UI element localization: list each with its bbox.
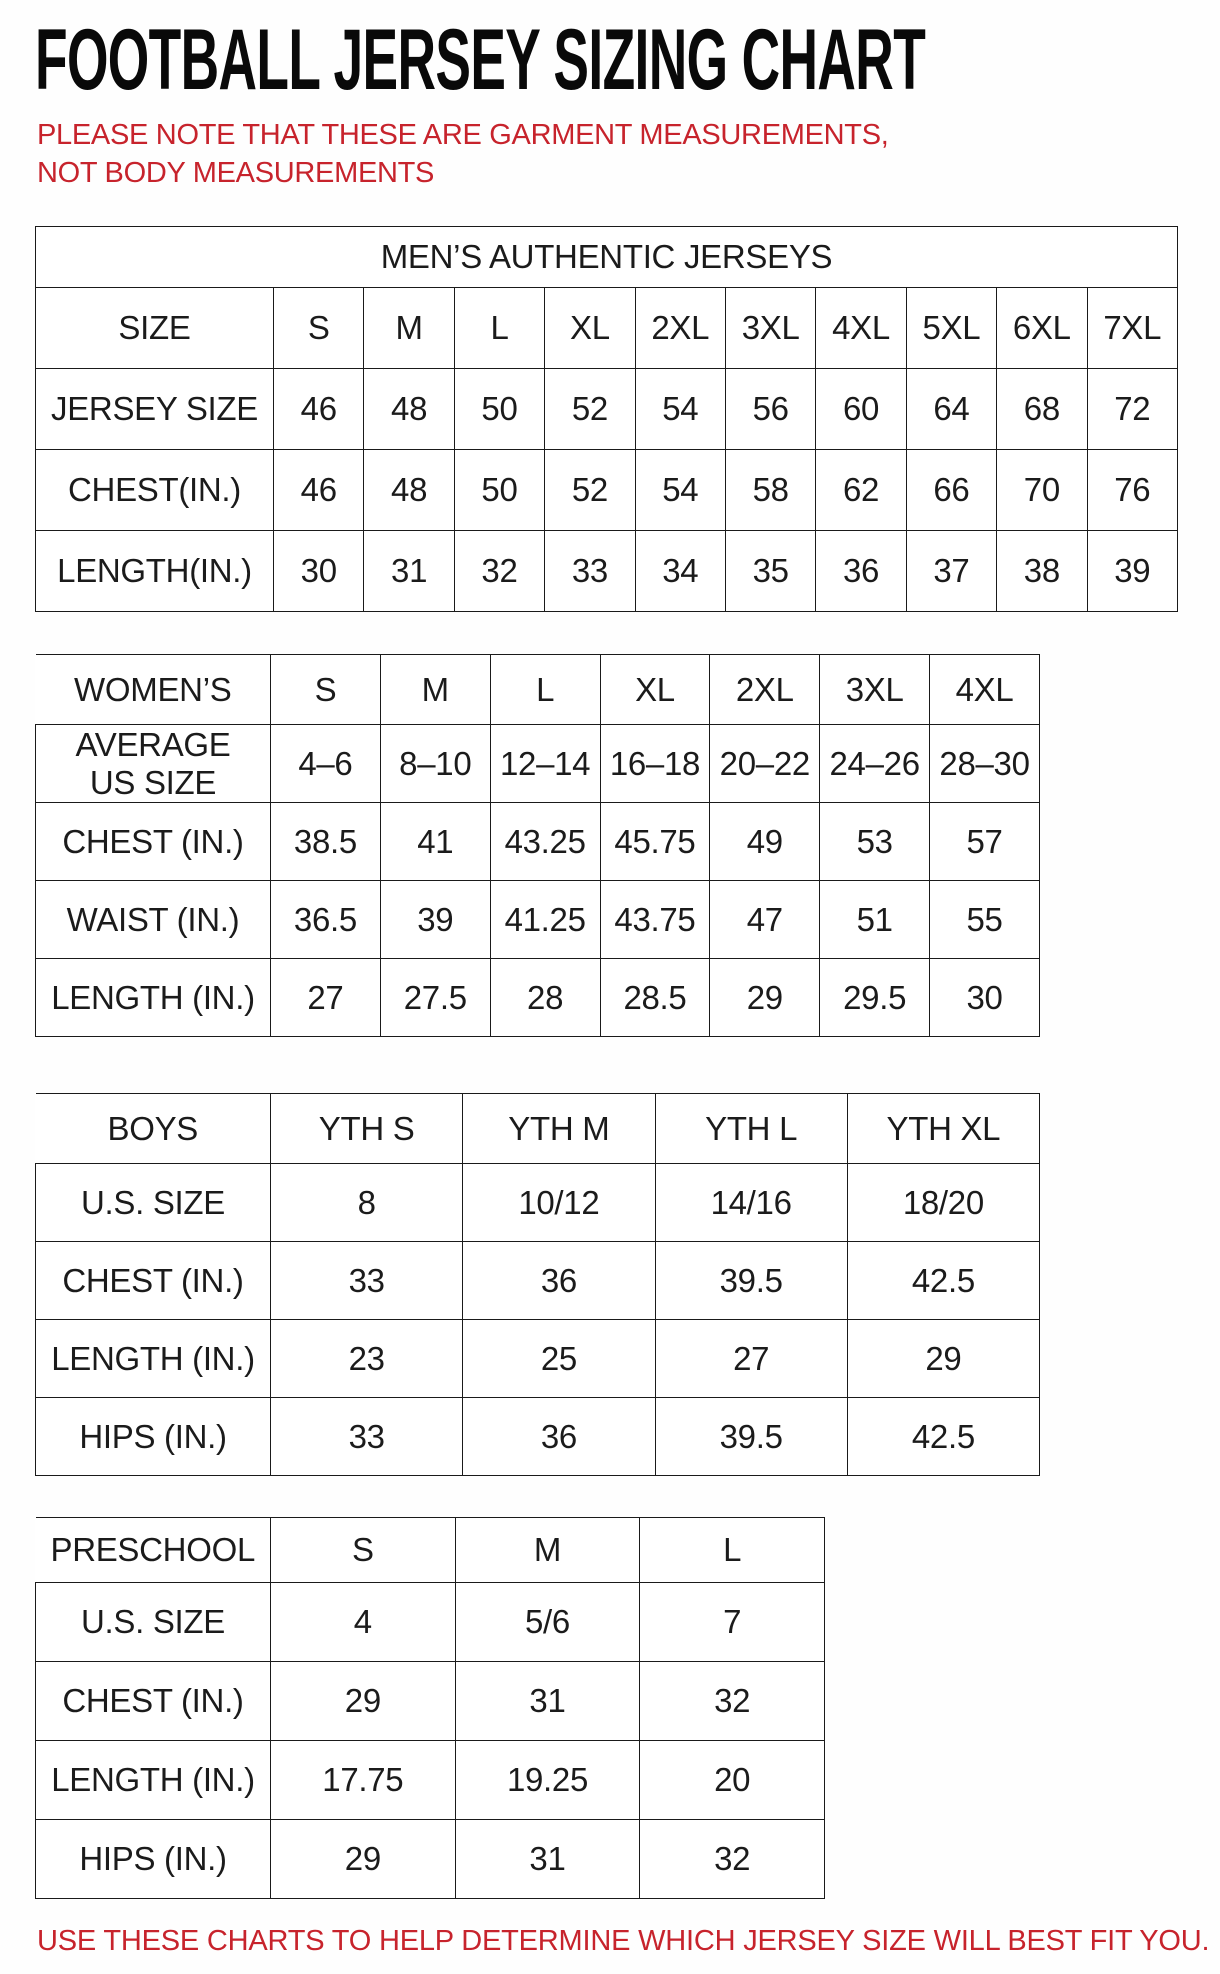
value-cell: 54 [635,450,725,531]
table-row [36,881,1040,959]
table-row [36,1583,825,1662]
value-cell: 5/6 [455,1583,640,1662]
row-label: U.S. SIZE [36,1164,271,1242]
value-cell: 52 [545,369,635,450]
value-cell: 56 [725,369,815,450]
mens-banner: MEN’S AUTHENTIC JERSEYS [36,227,1178,288]
value-cell: 20 [640,1741,825,1820]
garment-measurements-note: PLEASE NOTE THAT THESE ARE GARMENT MEASUREMENTS, NOT BODY MEASUREMENTS [37,119,889,189]
value-cell: 29 [271,1662,456,1741]
row-label: WAIST (IN.) [36,881,271,959]
value-cell: 60 [816,369,906,450]
value-cell: 76 [1087,450,1177,531]
value-cell: 70 [997,450,1087,531]
boys-header-row [36,1094,1040,1164]
boys-table [35,1093,1040,1476]
value-cell: 33 [545,531,635,612]
table-row [36,288,1178,369]
table-row [36,450,1178,531]
value-cell: 24–26 [820,725,930,803]
value-cell: 10/12 [463,1164,655,1242]
preschool-header-cell: L [640,1518,825,1583]
value-cell: 28–30 [930,725,1040,803]
value-cell: 29.5 [820,959,930,1037]
value-cell: XL [545,288,635,369]
value-cell: 4XL [816,288,906,369]
value-cell: 58 [725,450,815,531]
table-row [36,1820,825,1899]
preschool-sizing-table [35,1517,1220,1899]
value-cell: 16–18 [600,725,710,803]
value-cell: 29 [271,1820,456,1899]
value-cell: 46 [274,450,364,531]
value-cell: 53 [820,803,930,881]
value-cell: 41.25 [490,881,600,959]
mens-table [35,226,1178,612]
value-cell: 32 [454,531,544,612]
preschool-header-cell: S [271,1518,456,1583]
value-cell: 68 [997,369,1087,450]
preschool-header-row [36,1518,825,1583]
value-cell: 31 [455,1662,640,1741]
row-label: HIPS (IN.) [36,1820,271,1899]
value-cell: 42.5 [847,1242,1039,1320]
value-cell: 64 [906,369,996,450]
womens-header-cell: 4XL [930,655,1040,725]
row-label: CHEST (IN.) [36,1662,271,1741]
value-cell: 48 [364,450,454,531]
value-cell: 17.75 [271,1741,456,1820]
value-cell: 32 [640,1820,825,1899]
boys-header-label: BOYS [36,1094,271,1164]
value-cell: 8 [271,1164,463,1242]
value-cell: 36 [816,531,906,612]
table-row [36,1242,1040,1320]
table-row [36,725,1040,803]
value-cell: 28 [490,959,600,1037]
womens-header-cell: 3XL [820,655,930,725]
table-row [36,1741,825,1820]
preschool-header-cell: M [455,1518,640,1583]
value-cell: 51 [820,881,930,959]
value-cell: 57 [930,803,1040,881]
table-row [36,959,1040,1037]
value-cell: 4 [271,1583,456,1662]
table-row [36,531,1178,612]
table-row [36,803,1040,881]
boys-header-cell: YTH L [655,1094,847,1164]
value-cell: 33 [271,1242,463,1320]
boys-sizing-table [35,1093,1220,1476]
value-cell: 29 [847,1320,1039,1398]
womens-header-row [36,655,1040,725]
value-cell: 19.25 [455,1741,640,1820]
value-cell: 5XL [906,288,996,369]
value-cell: 33 [271,1398,463,1476]
value-cell: 28.5 [600,959,710,1037]
value-cell: 7 [640,1583,825,1662]
value-cell: 36 [463,1242,655,1320]
row-label: JERSEY SIZE [36,369,274,450]
mens-authentic-jerseys-table [35,226,1220,612]
value-cell: 20–22 [710,725,820,803]
row-label: LENGTH (IN.) [36,1320,271,1398]
value-cell: 27.5 [380,959,490,1037]
value-cell: 38.5 [271,803,381,881]
value-cell: 31 [364,531,454,612]
value-cell: 34 [635,531,725,612]
value-cell: 38 [997,531,1087,612]
womens-header-label: WOMEN’S [36,655,271,725]
womens-header-cell: M [380,655,490,725]
value-cell: L [454,288,544,369]
value-cell: 6XL [997,288,1087,369]
value-cell: 12–14 [490,725,600,803]
table-row [36,1164,1040,1242]
womens-header-cell: 2XL [710,655,820,725]
value-cell: 41 [380,803,490,881]
value-cell: 37 [906,531,996,612]
page-title-text: FOOTBALL JERSEY SIZING CHART [35,12,926,108]
value-cell: 2XL [635,288,725,369]
value-cell: 3XL [725,288,815,369]
value-cell: 35 [725,531,815,612]
value-cell: 39 [1087,531,1177,612]
value-cell: 49 [710,803,820,881]
value-cell: 46 [274,369,364,450]
boys-header-cell: YTH M [463,1094,655,1164]
value-cell: 29 [710,959,820,1037]
value-cell: 31 [455,1820,640,1899]
value-cell: 47 [710,881,820,959]
value-cell: 43.75 [600,881,710,959]
value-cell: 4–6 [271,725,381,803]
table-row [36,1398,1040,1476]
page-title [35,12,1220,108]
mens-banner-row [36,227,1178,288]
row-label: SIZE [36,288,274,369]
row-label: AVERAGE US SIZE [36,725,271,803]
preschool-header-label: PRESCHOOL [36,1518,271,1583]
value-cell: 30 [274,531,364,612]
value-cell: 7XL [1087,288,1177,369]
value-cell: 43.25 [490,803,600,881]
value-cell: 27 [271,959,381,1037]
womens-header-cell: S [271,655,381,725]
row-label: CHEST (IN.) [36,803,271,881]
value-cell: 36 [463,1398,655,1476]
row-label: HIPS (IN.) [36,1398,271,1476]
value-cell: 42.5 [847,1398,1039,1476]
womens-sizing-table [35,654,1220,1037]
value-cell: 50 [454,369,544,450]
value-cell: 72 [1087,369,1177,450]
table-row [36,369,1178,450]
table-row [36,1320,1040,1398]
boys-header-cell: YTH XL [847,1094,1039,1164]
value-cell: 32 [640,1662,825,1741]
row-label: LENGTH (IN.) [36,1741,271,1820]
value-cell: 55 [930,881,1040,959]
value-cell: 8–10 [380,725,490,803]
value-cell: 39.5 [655,1398,847,1476]
value-cell: M [364,288,454,369]
value-cell: 23 [271,1320,463,1398]
womens-header-cell: L [490,655,600,725]
value-cell: 50 [454,450,544,531]
value-cell: 30 [930,959,1040,1037]
womens-header-cell: XL [600,655,710,725]
boys-header-cell: YTH S [271,1094,463,1164]
value-cell: 25 [463,1320,655,1398]
value-cell: 66 [906,450,996,531]
row-label: LENGTH(IN.) [36,531,274,612]
value-cell: 14/16 [655,1164,847,1242]
value-cell: 52 [545,450,635,531]
table-row [36,1662,825,1741]
footer-note: USE THESE CHARTS TO HELP DETERMINE WHICH JERSEY SIZE WILL BEST FIT YOU. [37,1925,1210,1957]
value-cell: 18/20 [847,1164,1039,1242]
value-cell: 36.5 [271,881,381,959]
value-cell: 45.75 [600,803,710,881]
preschool-table [35,1517,825,1899]
row-label: U.S. SIZE [36,1583,271,1662]
value-cell: 54 [635,369,725,450]
value-cell: S [274,288,364,369]
value-cell: 27 [655,1320,847,1398]
value-cell: 39 [380,881,490,959]
value-cell: 39.5 [655,1242,847,1320]
value-cell: 48 [364,369,454,450]
row-label: CHEST (IN.) [36,1242,271,1320]
value-cell: 62 [816,450,906,531]
row-label: CHEST(IN.) [36,450,274,531]
row-label: LENGTH (IN.) [36,959,271,1037]
womens-table [35,654,1040,1037]
